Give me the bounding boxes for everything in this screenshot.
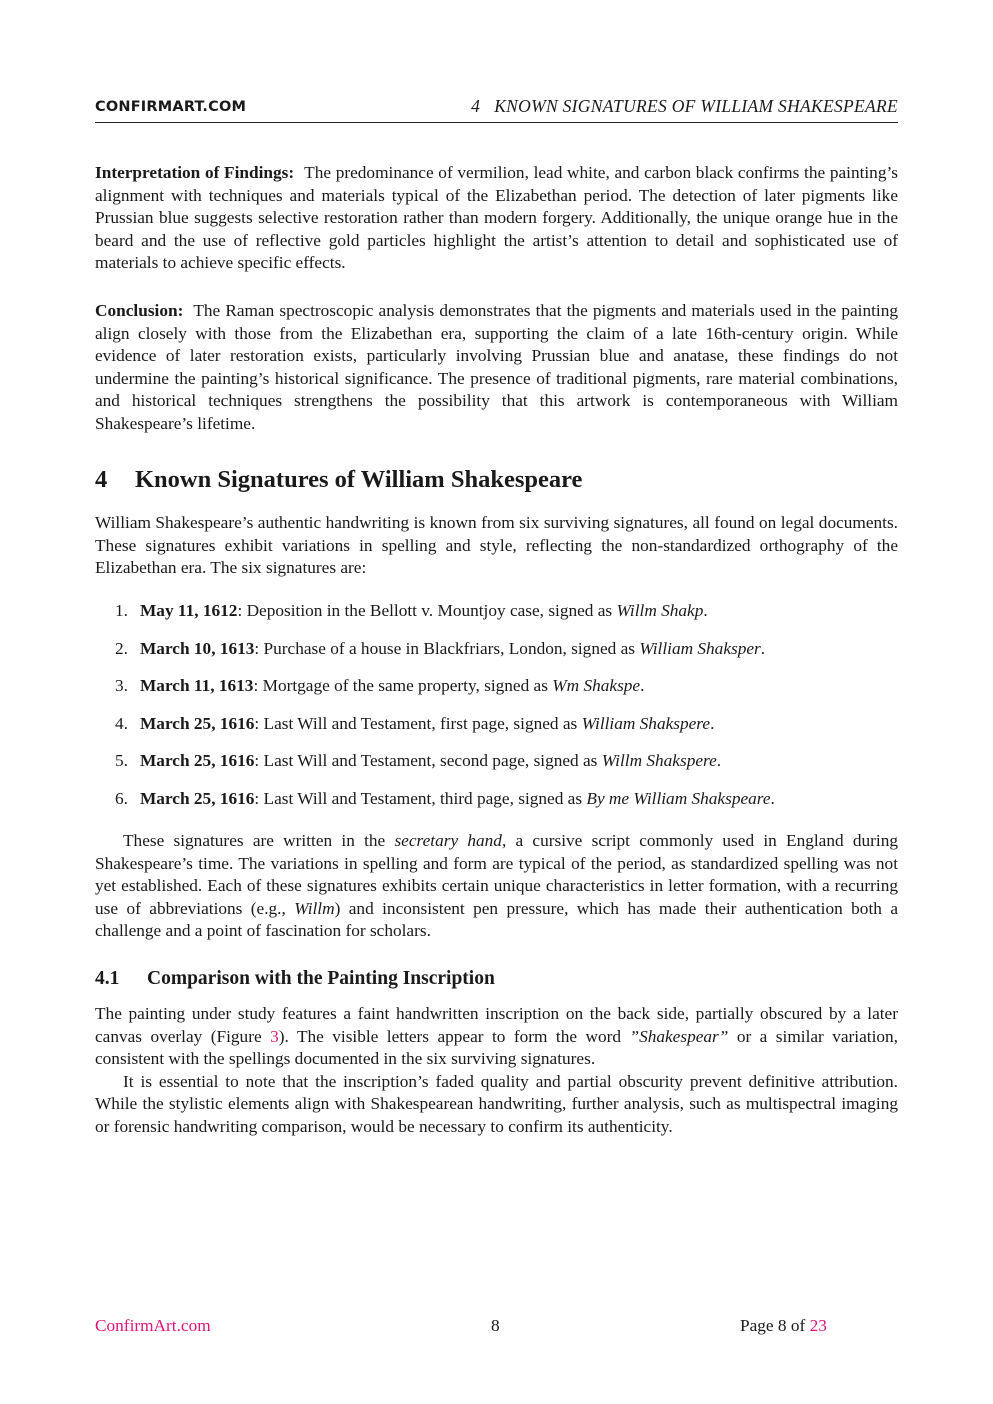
footer-total-pages-link[interactable]: 23 <box>809 1316 827 1335</box>
list-number: 1. <box>115 601 128 620</box>
secretary-text-mid: , a cursive script commonly used in England during Shakespeare’s time. The variations in spelling and form are typical of the period, as standardized spelling was not yet established. Each of these signatures exhibits certain unique characteristics in letter formation, with a recurring use of abbreviations (e.g., <box>95 831 898 918</box>
comparison-paragraph-1 <box>95 1003 898 1071</box>
comparison-text-mid: ). The visible letters appear to form the word <box>278 1026 630 1046</box>
signature-end: . <box>760 638 766 658</box>
page-header <box>95 96 898 123</box>
signature-end: . <box>770 788 775 808</box>
subsection-number: 4.1 <box>95 968 120 989</box>
signature-name: By me William Shakspeare <box>586 788 771 808</box>
signature-date: March 11, 1613 <box>140 676 254 696</box>
comparison-text-em: ”Shakespear” <box>629 1026 729 1046</box>
signature-date: March 25, 1616 <box>140 788 255 808</box>
signature-desc: : Last Will and Testament, third page, signed as <box>254 788 587 808</box>
section-number: 4 <box>95 466 108 493</box>
signature-name: Willm Shakspere <box>601 751 717 771</box>
footer-site-link[interactable]: ConfirmArt.com <box>95 1316 211 1335</box>
conclusion-label: Conclusion: <box>95 301 184 320</box>
signature-name: William Shaksper <box>639 638 761 658</box>
interpretation-text: The predominance of vermilion, lead white, and carbon black confirms the painting’s alignment with techniques and materials typical of the Elizabethan period. The detection of later pigments like Prussian blue suggests selective restoration rather than modern forgery. Additionally, the unique orange hue in the beard and the use of reflective gold particles highlight the artist’s attention to detail and sophisticated use of materials to achieve specific effects. <box>95 163 898 273</box>
list-number: 4. <box>115 713 128 733</box>
page-footer <box>95 1316 898 1340</box>
list-item <box>95 675 898 713</box>
interpretation-paragraph <box>95 162 898 275</box>
signature-desc: : Deposition in the Bellott v. Mountjoy case, signed as <box>237 601 617 620</box>
section-title: Known Signatures of William Shakespeare <box>135 466 583 493</box>
list-number: 3. <box>115 676 128 696</box>
section-intro <box>95 512 898 580</box>
footer-page-of-prefix: Page 8 of <box>740 1316 810 1335</box>
signature-name: Willm Shakp <box>616 601 704 620</box>
secretary-text-em: secretary hand <box>394 831 502 850</box>
comparison-text-pre: The painting under study features a faint handwritten inscription on the back side, partially obscured by a later canvas overlay (Figure <box>95 1004 898 1046</box>
conclusion-text: The Raman spectroscopic analysis demonstrates that the pigments and materials used in the painting align closely with those from the Elizabethan era, supporting the claim of a late 16th-century origin. While evidence of later restoration exists, particularly involving Prussian blue and anatase, these findings do not undermine the painting’s historical significance. The presence of traditional pigments, rare material combinations, and historical techniques strengthens the possibility that this artwork is contemporaneous with William Shakespeare’s lifetime. <box>95 301 898 433</box>
figure-reference-link[interactable]: 3 <box>270 1026 279 1046</box>
signature-desc: : Purchase of a house in Blackfriars, London, signed as <box>254 638 640 658</box>
list-item <box>95 600 898 638</box>
signature-list <box>95 600 898 826</box>
secretary-hand-paragraph <box>95 830 898 943</box>
interpretation-label: Interpretation of Findings: <box>95 163 295 182</box>
signature-date: May 11, 1612 <box>140 601 238 620</box>
site-logo: CONFIRMART.COM <box>95 99 247 115</box>
footer-page-number: 8 <box>491 1316 500 1335</box>
signature-desc: : Last Will and Testament, first page, signed as <box>254 713 582 733</box>
running-head: 4 KNOWN SIGNATURES OF WILLIAM SHAKESPEARE <box>471 96 898 116</box>
comparison-section <box>95 1003 898 1139</box>
secretary-text-post: ) and inconsistent pen pressure, which has made their authentication both a challenge and a point of fascination for scholars. <box>95 898 898 941</box>
signature-name: William Shakspere <box>581 713 711 733</box>
secretary-text-pre: These signatures are written in the <box>123 831 395 850</box>
list-item <box>95 713 898 751</box>
signature-end: . <box>710 713 715 733</box>
signature-end: . <box>716 751 722 771</box>
comparison-text-post: or a similar variation, consistent with the spellings documented in the six surviving signatures. <box>95 1026 898 1069</box>
conclusion-paragraph <box>95 300 898 436</box>
list-number: 6. <box>115 788 128 808</box>
footer-page-of <box>740 1316 827 1336</box>
signature-date: March 25, 1616 <box>140 751 255 771</box>
signature-desc: : Last Will and Testament, second page, signed as <box>254 751 602 771</box>
signature-name: Wm Shakspe <box>552 676 641 696</box>
intro-text: William Shakespeare’s authentic handwriting is known from six surviving signatures, all found on legal documents. These signatures exhibit variations in spelling and style, reflecting the non-standardized orthography of the Elizabethan era. The six signatures are: <box>95 513 898 578</box>
list-item <box>95 750 898 788</box>
comparison-paragraph-2: It is essential to note that the inscription’s faded quality and partial obscurity prevent definitive attribution. While the stylistic elements align with Shakespearean handwriting, further analysis, such as multispectral imaging or forensic handwriting comparison, would be necessary to confirm its authenticity. <box>95 1071 898 1136</box>
list-item <box>95 638 898 676</box>
signature-end: . <box>640 676 645 696</box>
list-number: 5. <box>115 751 128 771</box>
signature-date: March 25, 1616 <box>140 713 255 733</box>
secretary-text-em2: Willm <box>294 898 335 918</box>
list-item <box>95 788 898 826</box>
signature-end: . <box>703 601 708 620</box>
list-number: 2. <box>115 638 128 658</box>
subsection-title: Comparison with the Painting Inscription <box>147 968 495 989</box>
signature-date: March 10, 1613 <box>140 638 255 658</box>
section-heading <box>95 466 898 494</box>
signature-desc: : Mortgage of the same property, signed as <box>253 676 553 696</box>
subsection-heading <box>95 968 898 990</box>
